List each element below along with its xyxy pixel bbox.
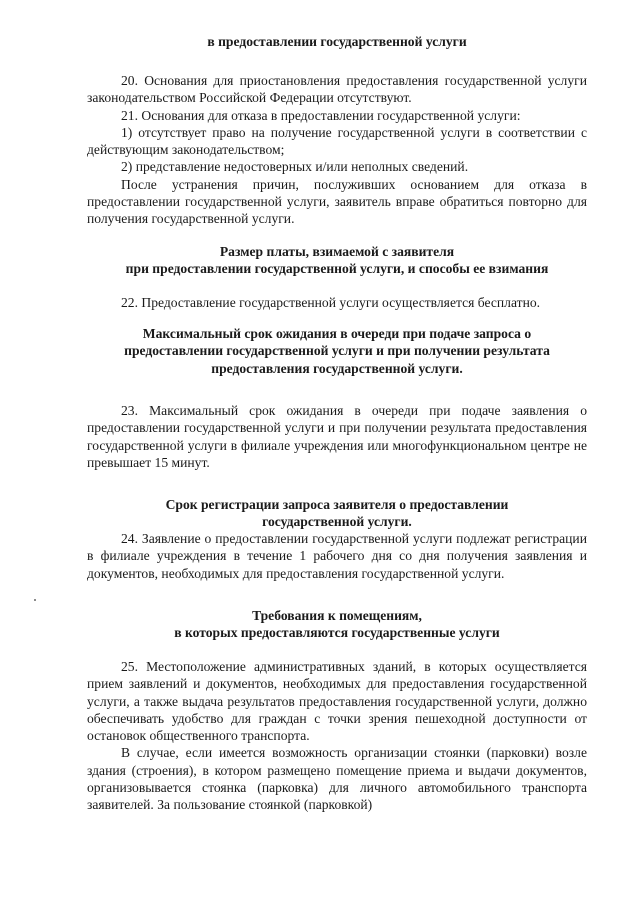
paragraph-25-parking: В случае, если имеется возможность организации стоянки (парковки) возле здания (строения), в котором размещено помещение приема и выдачи документов, организовывается стоянка (парковка) для личного автомобильного транспорта заявителей. За пользование стоянкой (парковкой) (87, 745, 587, 813)
paragraph-21: 21. Основания для отказа в предоставлении государственной услуги: (121, 107, 521, 123)
paragraph-20: 20. Основания для приостановления предоставления государственной услуги законодательством Российской Федерации отсутствуют. (87, 73, 587, 106)
premises-paragraph-block (87, 658, 587, 814)
section-heading-registration (87, 496, 587, 531)
wait-heading-block (87, 325, 587, 377)
registration-heading-block (87, 496, 587, 531)
fee-paragraph-block (87, 294, 587, 311)
section-heading-fragment: в предоставлении государственной услуги (207, 34, 467, 49)
paragraph-21-after: После устранения причин, послуживших основанием для отказа в предоставлении государственной услуги, заявитель вправе обратиться повторно для получения государственной услуги. (87, 176, 587, 227)
section-heading-premises (87, 607, 587, 642)
top-heading-block (87, 33, 587, 50)
section-heading-wait (87, 325, 587, 377)
registration-paragraph-block (87, 530, 587, 582)
heading-line: Требования к помещениям, (252, 608, 422, 623)
heading-line: Срок регистрации запроса заявителя о предоставлении (165, 497, 509, 512)
paragraph-22: 22. Предоставление государственной услуги осуществляется бесплатно. (121, 295, 541, 310)
section-heading-fee (87, 243, 587, 278)
heading-line: при предоставлении государственной услуги, и способы ее взимания (125, 261, 549, 277)
paragraph-25: 25. Местоположение административных зданий, в которых осуществляется прием заявлений и документов, необходимых для предоставления государственной услуги, а также выдача результатов предоставления государственной услуги, должно обеспечивать удобство для граждан с точки зрения пешеходной доступности от остановок общественного транспорта. (87, 659, 587, 744)
paragraph-23: 23. Максимальный срок ожидания в очереди при подаче заявления о предоставлении государственной услуги и при получении результата предоставления государственной услуги в филиале учреждения или многофункциональном центре не превышает 15 минут. (87, 403, 587, 470)
heading-line: в которых предоставляются государственные услуги (174, 625, 500, 641)
premises-heading-block (87, 607, 587, 642)
suspension-refusal-block (87, 72, 587, 228)
paragraph-21-item-1: 1) отсутствует право на получение государственной услуги в соответствии с действующим законодательством; (87, 124, 587, 158)
heading-line: предоставлении государственной услуги и при получении результата (124, 343, 550, 359)
paragraph-24: 24. Заявление о предоставлении государственной услуги подлежат регистрации в филиале учреждения в течение 1 рабочего дня со дня получения заявления и документов, необходимых для предоставления государственной услуги. (87, 531, 587, 581)
fee-heading-block (87, 243, 587, 278)
heading-line: Максимальный срок ожидания в очереди при подаче запроса о (142, 326, 532, 341)
paragraph-21-item-2: 2) представление недостоверных и/или неполных сведений. (121, 159, 469, 175)
heading-line: Размер платы, взимаемой с заявителя (219, 244, 455, 259)
heading-line: государственной услуги. (262, 514, 412, 530)
scan-speck (34, 599, 36, 601)
wait-paragraph-block (87, 402, 587, 471)
heading-line: предоставления государственной услуги. (211, 360, 463, 376)
